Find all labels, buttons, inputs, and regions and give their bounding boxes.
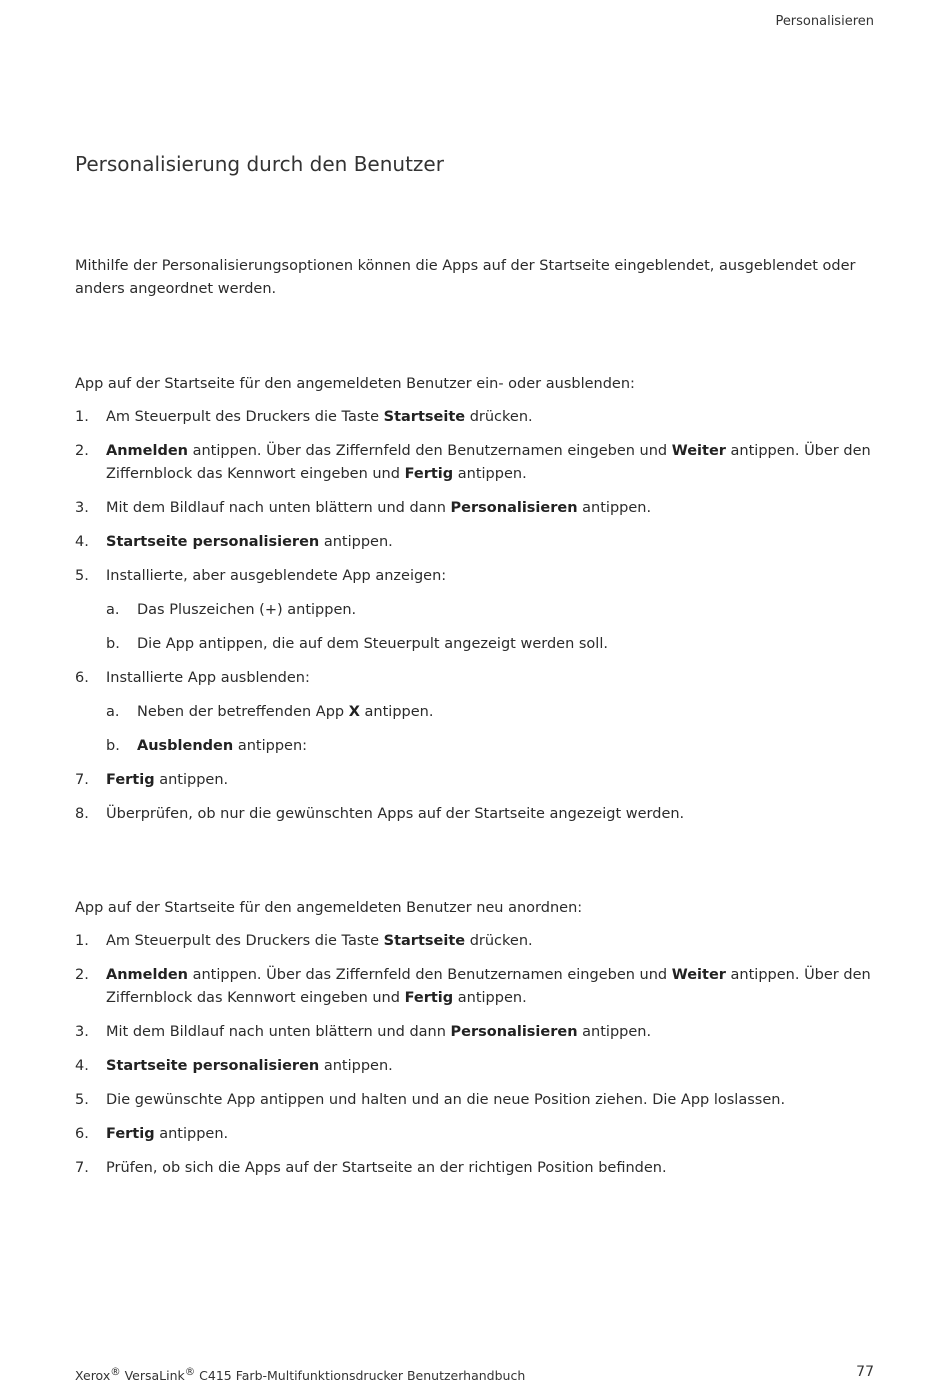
step-text: drücken. (465, 933, 533, 949)
running-header: Personalisieren (775, 14, 874, 29)
step-number: 4. (75, 1058, 89, 1074)
substep-text: antippen: (233, 738, 308, 754)
substep-letter: a. (106, 704, 120, 720)
step-item (75, 1089, 875, 1112)
step-number: 7. (75, 772, 89, 788)
step-number: 7. (75, 1160, 89, 1176)
step-text: Mit dem Bildlauf nach unten blättern und dann (106, 500, 451, 516)
step-item (75, 1055, 875, 1078)
page-title: Personalisierung durch den Benutzer (75, 152, 444, 176)
step-number: 6. (75, 670, 89, 686)
step-keyword: Startseite (383, 933, 466, 949)
substep-letter: a. (106, 602, 120, 618)
step-text: antippen. (154, 1126, 229, 1142)
step-number: 3. (75, 500, 89, 516)
substep-item (106, 599, 875, 622)
step-text: antippen. (453, 466, 527, 482)
step-keyword: Ausblenden (137, 738, 234, 754)
step-text: antippen. Über das Ziffernfeld den Benutzernamen eingeben und (188, 967, 672, 983)
registered-mark: ® (184, 1366, 196, 1378)
step-item (75, 1123, 875, 1146)
step-text: antippen. (577, 1024, 652, 1040)
section-show-hide-apps (75, 373, 875, 837)
registered-mark: ® (110, 1366, 121, 1378)
step-keyword: X (348, 704, 360, 720)
substeps-list (106, 599, 875, 656)
step-keyword: Fertig (106, 1126, 155, 1142)
step-number: 6. (75, 1126, 89, 1142)
step-number: 8. (75, 806, 89, 822)
steps-list (75, 406, 875, 826)
step-item (75, 769, 875, 792)
intro-paragraph: Mithilfe der Personalisierungsoptionen können die Apps auf der Startseite eingeblendet, ausgeblendet oder anders angeordnet werden. (75, 258, 856, 297)
substep-item (106, 735, 875, 758)
step-item (75, 440, 875, 486)
step-number: 4. (75, 534, 89, 550)
step-text: drücken. (465, 409, 533, 425)
steps-list (75, 930, 875, 1180)
step-text: antippen. (577, 500, 652, 516)
step-keyword: Fertig (106, 772, 155, 788)
step-item (75, 930, 875, 953)
section-reorder-apps (75, 897, 875, 1191)
step-item (75, 565, 875, 656)
step-text: antippen. (154, 772, 229, 788)
substep-text: Das Pluszeichen (+) antippen. (137, 602, 357, 618)
step-keyword: Anmelden (106, 967, 188, 983)
step-number: 2. (75, 967, 89, 983)
step-item (75, 1157, 875, 1180)
substep-letter: b. (106, 738, 120, 754)
step-text: antippen. (319, 534, 393, 550)
step-number: 1. (75, 409, 89, 425)
step-text: Am Steuerpult des Druckers die Taste (106, 409, 384, 425)
step-item (75, 667, 875, 758)
substep-text: Die App antippen, die auf dem Steuerpult angezeigt werden soll. (137, 636, 608, 652)
step-keyword: Personalisieren (450, 500, 578, 516)
step-text: Die gewünschte App antippen und halten und an die neue Position ziehen. Die App loslassen. (106, 1092, 786, 1108)
step-item (75, 497, 875, 520)
page-number: 77 (856, 1364, 874, 1380)
step-text: antippen. Über das Ziffernfeld den Benutzernamen eingeben und (188, 443, 672, 459)
step-item (75, 1021, 875, 1044)
step-text: Installierte, aber ausgeblendete App anzeigen: (106, 568, 447, 584)
step-text: Installierte App ausblenden: (106, 670, 310, 686)
step-number: 2. (75, 443, 89, 459)
step-text: Am Steuerpult des Druckers die Taste (106, 933, 384, 949)
step-keyword: Startseite personalisieren (106, 1058, 320, 1074)
step-keyword: Startseite (383, 409, 466, 425)
section-intro: App auf der Startseite für den angemeldeten Benutzer neu anordnen: (75, 900, 583, 916)
step-text: antippen. (453, 990, 527, 1006)
step-keyword: Weiter (671, 967, 726, 983)
footer-rest: C415 Farb-Multifunktionsdrucker Benutzerhandbuch (195, 1368, 526, 1384)
step-item (75, 964, 875, 1010)
step-text: antippen. (319, 1058, 393, 1074)
substep-text: Neben der betreffenden App (137, 704, 349, 720)
step-item (75, 531, 875, 554)
step-number: 3. (75, 1024, 89, 1040)
step-text: Mit dem Bildlauf nach unten blättern und dann (106, 1024, 451, 1040)
footer-product: VersaLink (120, 1368, 185, 1384)
step-keyword: Weiter (671, 443, 726, 459)
step-keyword: Anmelden (106, 443, 188, 459)
step-text: Überprüfen, ob nur die gewünschten Apps auf der Startseite angezeigt werden. (106, 806, 685, 822)
step-number: 1. (75, 933, 89, 949)
step-text: Prüfen, ob sich die Apps auf der Startseite an der richtigen Position befinden. (106, 1160, 667, 1176)
step-keyword: Fertig (404, 466, 454, 482)
footer-brand: Xerox (75, 1368, 111, 1384)
step-keyword: Startseite personalisieren (106, 534, 320, 550)
step-item (75, 803, 875, 826)
section-intro: App auf der Startseite für den angemeldeten Benutzer ein- oder ausblenden: (75, 376, 635, 392)
step-keyword: Fertig (404, 990, 454, 1006)
step-text: antippen. Über den Ziffernblock das Kennwort eingeben und (106, 443, 871, 482)
step-item (75, 406, 875, 429)
substeps-list (106, 701, 875, 758)
step-number: 5. (75, 1092, 89, 1108)
substep-text: antippen. (359, 704, 434, 720)
step-keyword: Personalisieren (450, 1024, 578, 1040)
substep-letter: b. (106, 636, 120, 652)
substep-item (106, 701, 875, 724)
footer-manual-title (75, 1366, 525, 1383)
step-text: antippen. Über den Ziffernblock das Kennwort eingeben und (106, 967, 871, 1006)
substep-item (106, 633, 875, 656)
step-number: 5. (75, 568, 89, 584)
